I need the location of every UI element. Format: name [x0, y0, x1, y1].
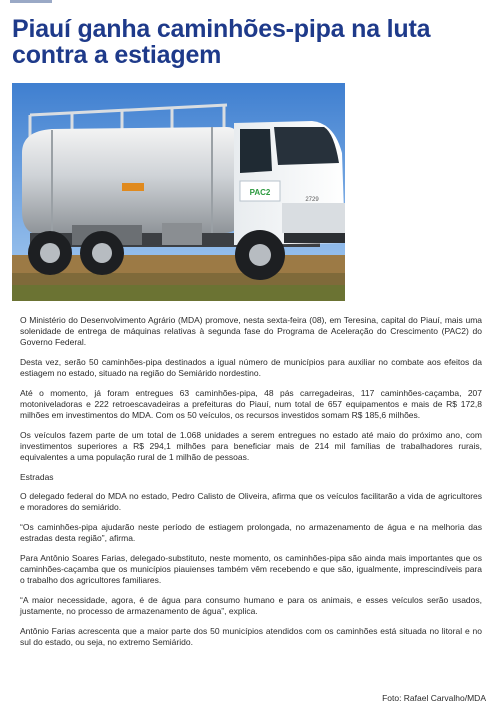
truck-number: 2729	[305, 197, 319, 203]
photo-credit: Foto: Rafael Carvalho/MDA	[382, 693, 486, 703]
paragraph: Desta vez, serão 50 caminhões-pipa destinados a igual número de municípios para auxiliar no combate aos efeitos da estiagem no estado, situado na região do Semiárido nordestino.	[20, 357, 482, 378]
paragraph: O Ministério do Desenvolvimento Agrário (MDA) promove, nesta sexta-feira (08), em Teresina, capital do Piauí, mais uma solenidade de entrega de máquinas relativas à segunda fase do Programa de Aceleração do Crescimento (PAC2) do Governo Federal.	[20, 315, 482, 347]
paragraph: Os veículos fazem parte de um total de 1.068 unidades a serem entregues no estado até maio do próximo ano, com investimentos superiores a R$ 294,1 milhões para beneficiar mais de 214 mil famílias de trabalhadores rurais, equivalentes a uma população rural de 1 milhão de pessoas.	[20, 430, 482, 462]
paragraph: “A maior necessidade, agora, é de água para consumo humano e para os animais, e esses veículos serão usados, justamente, no processo de armazenamento de água”, explica.	[20, 595, 482, 616]
paragraph: Para Antônio Soares Farias, delegado-substituto, neste momento, os caminhões-pipa são ainda mais importantes que os caminhões-caçamba que os municípios piauienses também vêm recebendo e que são, igualmente, imprescindíveis para o trabalho dos agricultores familiares.	[20, 553, 482, 585]
paragraph: O delegado federal do MDA no estado, Pedro Calisto de Oliveira, afirma que os veículos facilitarão a vida de agricultores e moradores do semiárido.	[20, 491, 482, 512]
headline: Piauí ganha caminhões-pipa na luta contra a estiagem	[12, 15, 431, 69]
top-rule	[10, 0, 52, 3]
paragraph: Até o momento, já foram entregues 63 caminhões-pipa, 48 pás carregadeiras, 117 caminhões-caçamba, 207 motoniveladoras e 222 retroescavadeiras a prefeituras do Piauí, num total de 657 equipamentos e mais de R$ 172,8 milhões em investimentos do MDA. Com os 50 veículos, os recursos investidos somam R$ 185,6 milhões.	[20, 388, 482, 420]
paragraph: “Os caminhões-pipa ajudarão neste período de estiagem prolongada, no armazenamento de água e na melhoria das estradas desta região”, afirma.	[20, 522, 482, 543]
truck-logo-text: PAC2	[249, 188, 271, 197]
water-truck-illustration	[12, 83, 345, 301]
paragraph: Antônio Farias acrescenta que a maior parte dos 50 municípios atendidos com os caminhões está situada no litoral e no sul do estado, ou seja, no extremo Semiárido.	[20, 626, 482, 647]
article-photo	[12, 83, 345, 301]
section-heading: Estradas	[20, 472, 54, 482]
article-body	[20, 315, 482, 657]
